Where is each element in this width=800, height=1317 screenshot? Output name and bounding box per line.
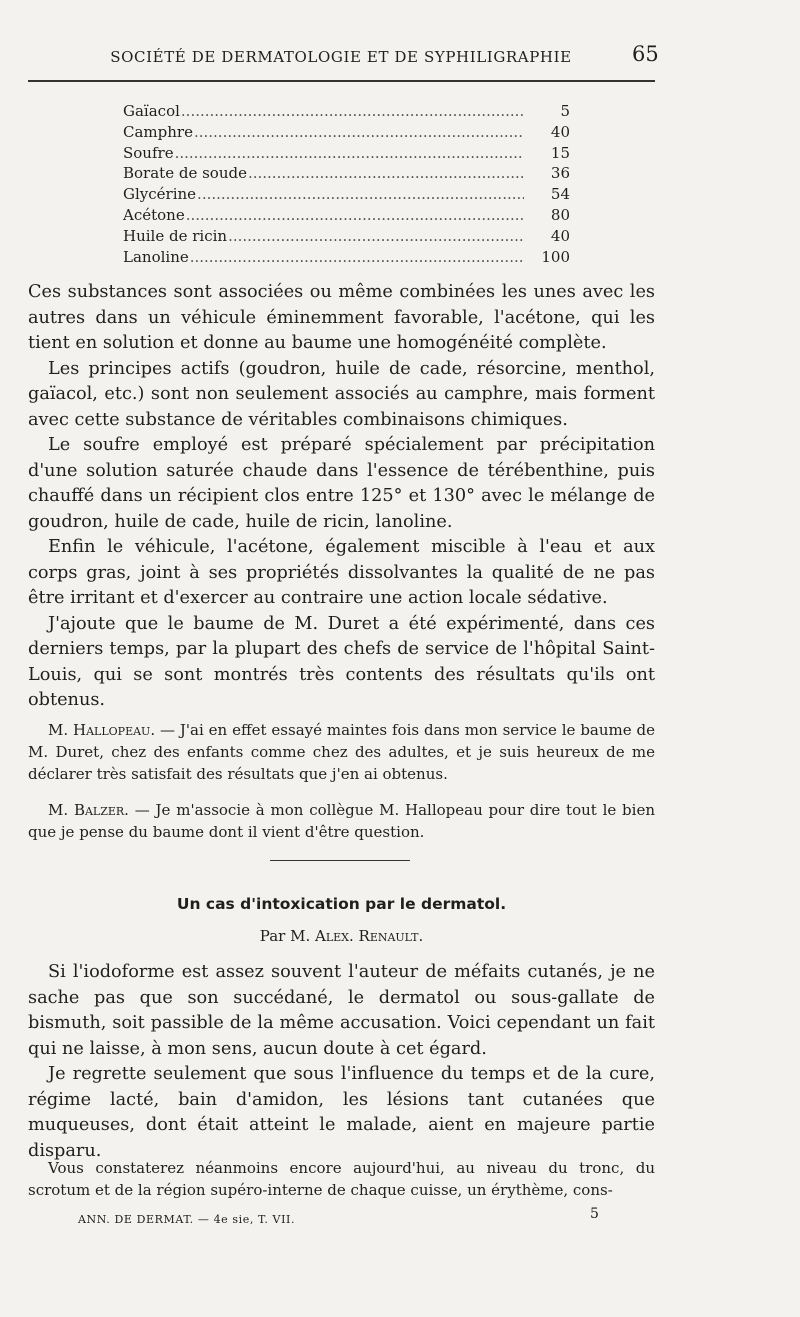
article-paragraph: Je regrette seulement que sous l'influence du temps et de la cure, régime lacté, bain d'amidon, les lésions tant cutanées que muqueuses, dont était atteint le malade, aient en majeure partie disparu. <box>28 1064 655 1161</box>
ingredient-quantity: 15 <box>550 143 570 162</box>
speaker-prefix: M. <box>48 801 74 819</box>
ingredient-name: Borate de soude <box>123 164 247 183</box>
remark-text: . — J'ai en effet essayé maintes fois dans mon service le baume de M. Duret, chez des enfants comme chez des adultes, et je suis heureux de me déclarer très satisfait des résultats que j'en ai obtenus. <box>28 721 655 783</box>
recipe-row <box>123 102 570 123</box>
ingredient-name: Camphre <box>123 122 193 141</box>
recipe-row <box>123 206 570 227</box>
byline-author: Alex. Renault <box>314 927 419 945</box>
ingredient-quantity: 40 <box>550 122 570 141</box>
ingredient-name: Huile de ricin <box>123 226 228 245</box>
ingredient-quantity: 100 <box>541 247 570 266</box>
discussion-section <box>28 719 655 843</box>
speaker-name: Balzer <box>73 801 125 819</box>
recipe-row <box>123 123 570 144</box>
byline-suffix: . <box>418 927 424 945</box>
byline-prefix: Par M. <box>259 927 315 945</box>
ingredient-quantity: 40 <box>550 226 570 245</box>
recipe-row <box>123 164 570 185</box>
footer-signature-mark: ANN. DE DERMAT. — 4e sie, T. VII. <box>78 1213 296 1226</box>
recipe-list <box>123 102 570 268</box>
article-small-paragraph: Vous constaterez néanmoins encore aujourd'hui, au niveau du tronc, du scrotum et de la région supéro-interne de chaque cuisse, un érythème, cons- <box>28 1159 655 1199</box>
ingredient-name: Lanoline <box>123 247 189 266</box>
header-rule <box>28 80 655 82</box>
dot-leader <box>181 102 524 120</box>
dot-leader <box>248 164 524 182</box>
running-title: SOCIÉTÉ DE DERMATOLOGIE ET DE SYPHILIGRAPHIE <box>110 48 572 66</box>
remark-text: . — Je m'associe à mon collègue M. Hallopeau pour dire tout le bien que je pense du baume dont il vient d'être question. <box>28 801 655 841</box>
article-title: Un cas d'intoxication par le dermatol. <box>176 895 507 913</box>
ingredient-quantity: 80 <box>550 205 570 224</box>
recipe-row <box>123 144 570 165</box>
dot-leader <box>190 248 524 266</box>
article-body <box>28 960 655 1164</box>
dot-leader <box>194 123 524 141</box>
ingredient-name: Gaïacol <box>123 102 180 120</box>
discussion-remark <box>28 719 655 785</box>
body-paragraph: Enfin le véhicule, l'acétone, également miscible à l'eau et aux corps gras, joint à ses propriétés dissolvantes la qualité de ne pas être irritant et d'exercer au contraire une action locale sédative. <box>28 537 655 608</box>
ingredient-name: Glycérine <box>123 185 197 204</box>
ingredient-quantity: 36 <box>550 164 570 183</box>
dot-leader <box>175 144 524 162</box>
dot-leader <box>186 206 524 224</box>
dot-leader <box>197 185 524 203</box>
article-paragraph: Si l'iodoforme est assez souvent l'auteur de méfaits cutanés, je ne sache pas que son succédané, le dermatol ou sous-gallate de bismuth, soit passible de la même accusation. Voici cependant un fait qui ne laisse, à mon sens, aucun doute à cet égard. <box>28 962 655 1059</box>
ingredient-quantity: 5 <box>560 102 570 120</box>
ingredient-name: Acétone <box>123 205 185 224</box>
recipe-row <box>123 227 570 248</box>
section-divider <box>270 860 410 861</box>
body-paragraph: Ces substances sont associées ou même combinées les unes avec les autres dans un véhicule éminemment favorable, l'acétone, qui les tient en solution et donne au baume une homogénéité complète. <box>28 282 655 353</box>
body-section <box>28 280 655 714</box>
speaker-name: Hallopeau <box>73 721 151 739</box>
footer-signature-number: 5 <box>590 1206 599 1222</box>
dot-leader <box>228 227 524 245</box>
ingredient-name: Soufre <box>123 143 174 162</box>
discussion-remark <box>28 799 655 843</box>
body-paragraph: J'ajoute que le baume de M. Duret a été expérimenté, dans ces derniers temps, par la plupart des chefs de service de l'hôpital Saint-Louis, qui se sont montrés très contents des résultats qu'ils ont obtenus. <box>28 613 655 710</box>
speaker-prefix: M. <box>48 721 74 739</box>
ingredient-quantity: 54 <box>550 185 570 204</box>
article-byline <box>28 927 655 945</box>
page-number: 65 <box>632 42 659 66</box>
body-paragraph: Le soufre employé est préparé spécialement par précipitation d'une solution saturée chaude dans l'essence de térébenthine, puis chauffé dans un récipient clos entre 125° et 130° avec le mélange de goudron, huile de cade, huile de ricin, lanoline. <box>28 435 655 532</box>
article-continuation <box>28 1157 655 1201</box>
recipe-row <box>123 185 570 206</box>
body-paragraph: Les principes actifs (goudron, huile de cade, résorcine, menthol, gaïacol, etc.) sont non seulement associés au camphre, mais forment avec cette substance de véritables combinaisons chimiques. <box>28 358 655 430</box>
recipe-row <box>123 248 570 269</box>
